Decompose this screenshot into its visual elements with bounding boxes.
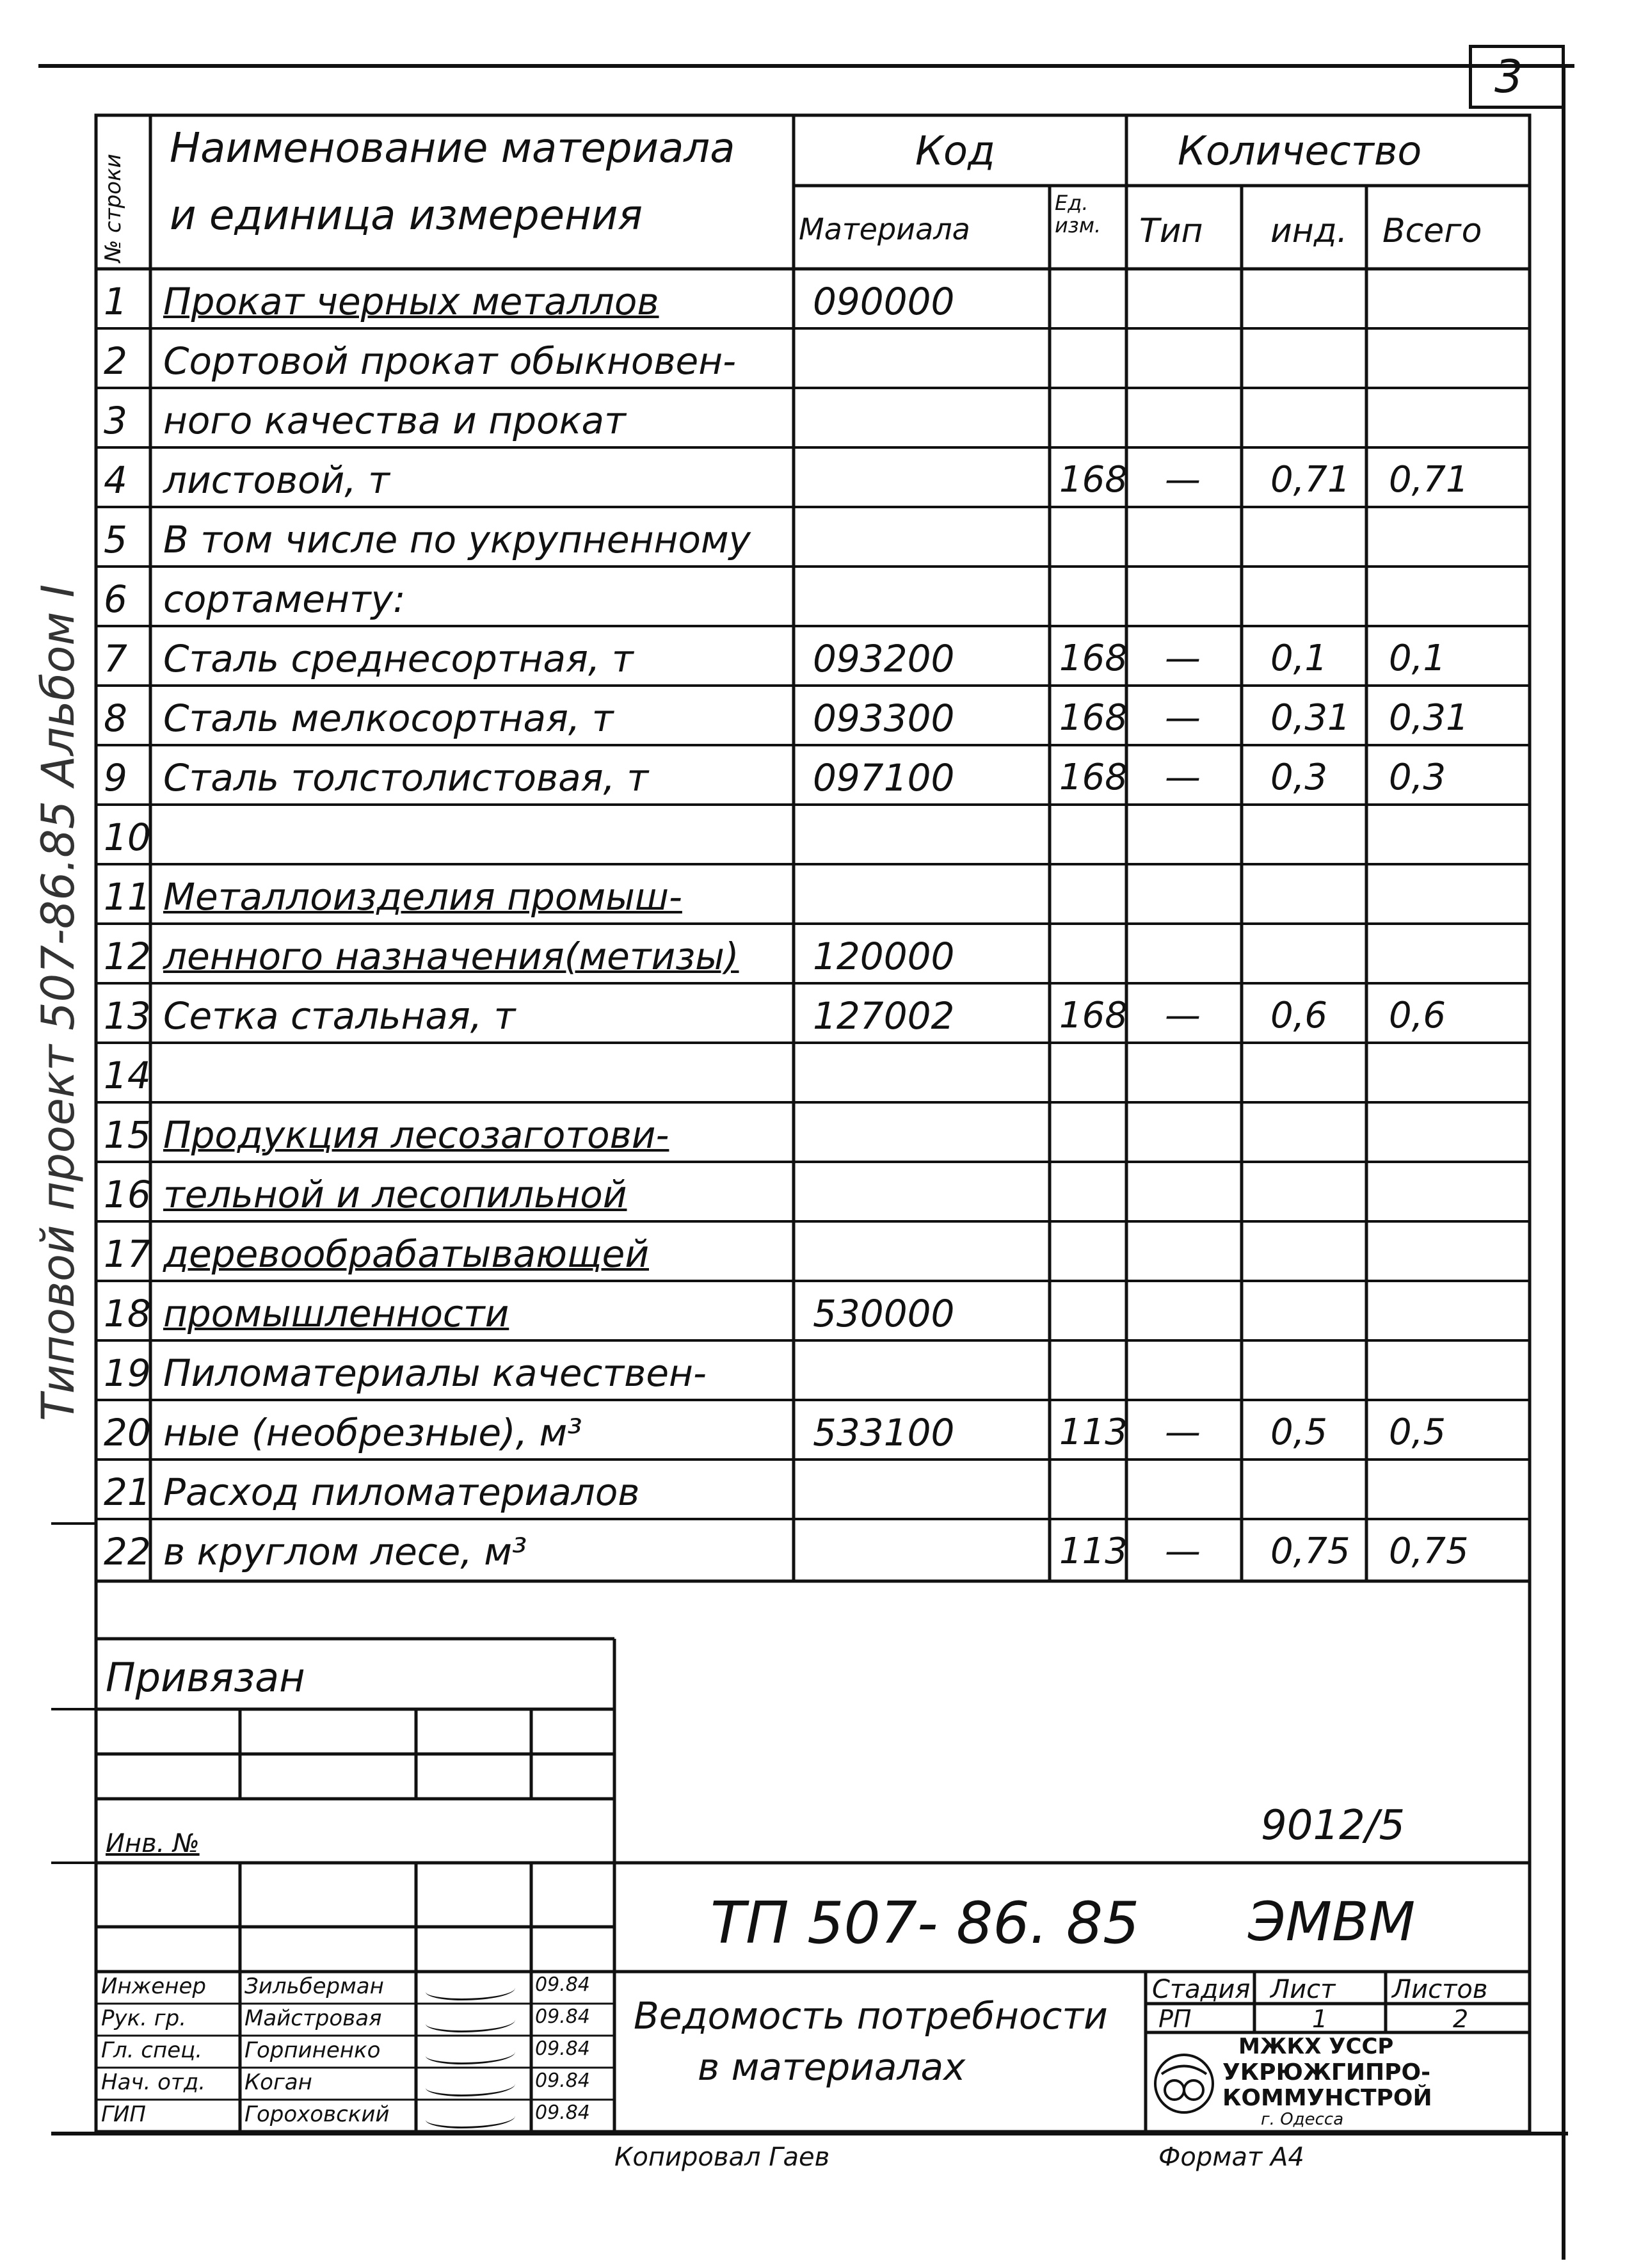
- row-number: 19: [104, 1351, 151, 1395]
- row-code: 097100: [813, 755, 955, 800]
- signer-role: Гл. спец.: [101, 2038, 203, 2063]
- row-unit: 113: [1059, 1530, 1128, 1572]
- stamp-org-line3: КОММУНСТРОЙ: [1222, 2085, 1432, 2111]
- signer-name: Гороховский: [244, 2102, 390, 2127]
- row-number: 15: [104, 1113, 151, 1157]
- row-type: —: [1165, 1530, 1201, 1572]
- row-total: 0,3: [1389, 756, 1446, 798]
- row-number: 5: [104, 517, 127, 561]
- row-number: 17: [104, 1232, 151, 1276]
- row-name: Сталь толстолистовая, т: [163, 755, 649, 800]
- row-number: 9: [104, 755, 127, 800]
- row-unit: 113: [1059, 1411, 1128, 1453]
- row-code: 093300: [813, 696, 955, 740]
- stamp-project-code: ТП 507- 86. 85: [710, 1890, 1140, 1957]
- row-total: 0,71: [1389, 458, 1469, 501]
- row-number: 18: [104, 1291, 151, 1335]
- row-code: 093200: [813, 636, 955, 680]
- signer-role: Инженер: [101, 1974, 206, 1999]
- org-logo-icon: [1155, 2055, 1213, 2112]
- row-number: 11: [104, 874, 151, 919]
- stamp-title-line2: в материалах: [698, 2045, 966, 2089]
- footer-copied: Копировал Гаев: [614, 2143, 830, 2172]
- signer-name: Горпиненко: [244, 2038, 381, 2063]
- signer-date: 09.84: [535, 2038, 590, 2060]
- row-name: Расход пиломатериалов: [163, 1470, 640, 1514]
- row-name: деревообрабатывающей: [163, 1232, 650, 1276]
- row-total: 0,6: [1389, 994, 1446, 1036]
- row-total: 0,1: [1389, 637, 1446, 679]
- row-code: 127002: [813, 993, 955, 1038]
- stamp-sheet: 1: [1312, 2005, 1328, 2033]
- stamp-mark: ЭМВМ: [1248, 1890, 1416, 1953]
- row-name: Сталь мелкосортная, т: [163, 696, 614, 740]
- row-ind: 0,1: [1270, 637, 1328, 679]
- row-number: 10: [104, 815, 151, 859]
- row-name: ного качества и прокат: [163, 398, 626, 442]
- row-name: Сетка стальная, т: [163, 993, 516, 1038]
- row-unit: 168: [1059, 696, 1128, 739]
- row-number: 22: [104, 1529, 151, 1573]
- header-q-type: Тип: [1139, 212, 1203, 250]
- row-type: —: [1165, 994, 1201, 1036]
- row-unit: 168: [1059, 458, 1128, 501]
- row-number: 4: [104, 458, 127, 502]
- stamp-stage-label: Стадия: [1152, 1975, 1251, 2004]
- stamp-sheets-label: Листов: [1392, 1975, 1488, 2004]
- row-name: ленного назначения(метизы): [163, 934, 739, 978]
- signer-name: Майстровая: [244, 2006, 382, 2031]
- row-number: 3: [104, 398, 127, 442]
- stamp-org-line2: УКРЮЖГИПРО-: [1222, 2059, 1431, 2086]
- row-name: в круглом лесе, м³: [163, 1529, 527, 1573]
- stamp-org-line1: МЖКХ УССР: [1238, 2034, 1394, 2059]
- row-ind: 0,31: [1270, 696, 1350, 739]
- signer-date: 09.84: [535, 2070, 590, 2092]
- row-name: сортаменту:: [163, 577, 406, 621]
- signer-role: ГИП: [101, 2102, 146, 2127]
- header-q-total: Всего: [1382, 212, 1482, 250]
- row-name: В том числе по укрупненному: [163, 517, 751, 561]
- row-type: —: [1165, 696, 1201, 739]
- stamp-sheets: 2: [1453, 2005, 1469, 2033]
- row-name: Металлоизделия промыш-: [163, 874, 682, 919]
- row-name: Сортовой прокат обыкновен-: [163, 339, 737, 383]
- row-type: —: [1165, 1411, 1201, 1453]
- row-type: —: [1165, 458, 1201, 501]
- row-number: 7: [104, 636, 127, 680]
- header-name-line1: Наименование материала: [170, 125, 735, 172]
- row-ind: 0,5: [1270, 1411, 1328, 1453]
- row-total: 0,31: [1389, 696, 1469, 739]
- header-code-material: Материала: [799, 212, 970, 246]
- row-ind: 0,6: [1270, 994, 1328, 1036]
- row-name: Сталь среднесортная, т: [163, 636, 634, 680]
- stamp-number: 9012/5: [1261, 1802, 1405, 1849]
- page-number: 3: [1494, 51, 1523, 103]
- row-number: 2: [104, 339, 127, 383]
- row-name: Прокат черных металлов: [163, 279, 659, 323]
- row-ind: 0,3: [1270, 756, 1328, 798]
- signer-date: 09.84: [535, 1974, 590, 1996]
- row-unit: 168: [1059, 637, 1128, 679]
- row-name: промышленности: [163, 1291, 509, 1335]
- row-name: тельной и лесопильной: [163, 1172, 627, 1216]
- signer-role: Нач. отд.: [101, 2070, 206, 2095]
- header-name-line2: и единица измерения: [170, 192, 643, 239]
- header-q-ind: инд.: [1270, 212, 1348, 250]
- row-total: 0,5: [1389, 1411, 1446, 1453]
- row-type: —: [1165, 637, 1201, 679]
- row-number: 12: [104, 934, 151, 978]
- row-code: 533100: [813, 1410, 955, 1454]
- signer-name: Коган: [244, 2070, 312, 2095]
- row-number: 14: [104, 1053, 151, 1097]
- header-code: Код: [915, 127, 995, 174]
- row-number: 1: [104, 279, 127, 323]
- footer-format: Формат А4: [1158, 2143, 1304, 2172]
- signer-date: 09.84: [535, 2102, 590, 2124]
- row-total: 0,75: [1389, 1530, 1469, 1572]
- stamp-stage: РП: [1158, 2005, 1192, 2033]
- row-number: 20: [104, 1410, 151, 1454]
- header-row-no: № строки: [100, 154, 126, 262]
- header-code-unit: Ед. изм.: [1055, 191, 1101, 238]
- row-number: 16: [104, 1172, 151, 1216]
- row-code: 120000: [813, 934, 955, 978]
- header-quantity: Количество: [1178, 127, 1422, 174]
- row-name: листовой, т: [163, 458, 390, 502]
- signer-date: 09.84: [535, 2006, 590, 2028]
- stamp-sheet-label: Лист: [1270, 1975, 1336, 2004]
- row-ind: 0,75: [1270, 1530, 1350, 1572]
- side-caption: Типовой проект 507-86.85 Альбом I: [32, 584, 84, 1421]
- row-number: 13: [104, 993, 151, 1038]
- row-code: 090000: [813, 279, 955, 323]
- signer-name: Зильберман: [244, 1974, 384, 1999]
- row-name: ные (необрезные), м³: [163, 1410, 582, 1454]
- signer-role: Рук. гр.: [101, 2006, 187, 2031]
- row-type: —: [1165, 756, 1201, 798]
- row-name: Пиломатериалы качествен-: [163, 1351, 707, 1395]
- row-unit: 168: [1059, 756, 1128, 798]
- stamp-inv-no: Инв. №: [106, 1829, 200, 1858]
- stamp-org-line4: г. Одесса: [1261, 2110, 1344, 2129]
- row-unit: 168: [1059, 994, 1128, 1036]
- stamp-title-line1: Ведомость потребности: [634, 1994, 1108, 2038]
- row-code: 530000: [813, 1291, 955, 1335]
- row-name: Продукция лесозаготови-: [163, 1113, 669, 1157]
- row-number: 8: [104, 696, 127, 740]
- row-number: 6: [104, 577, 127, 621]
- row-number: 21: [104, 1470, 151, 1514]
- row-ind: 0,71: [1270, 458, 1350, 501]
- stamp-privyazan: Привязан: [106, 1654, 305, 1701]
